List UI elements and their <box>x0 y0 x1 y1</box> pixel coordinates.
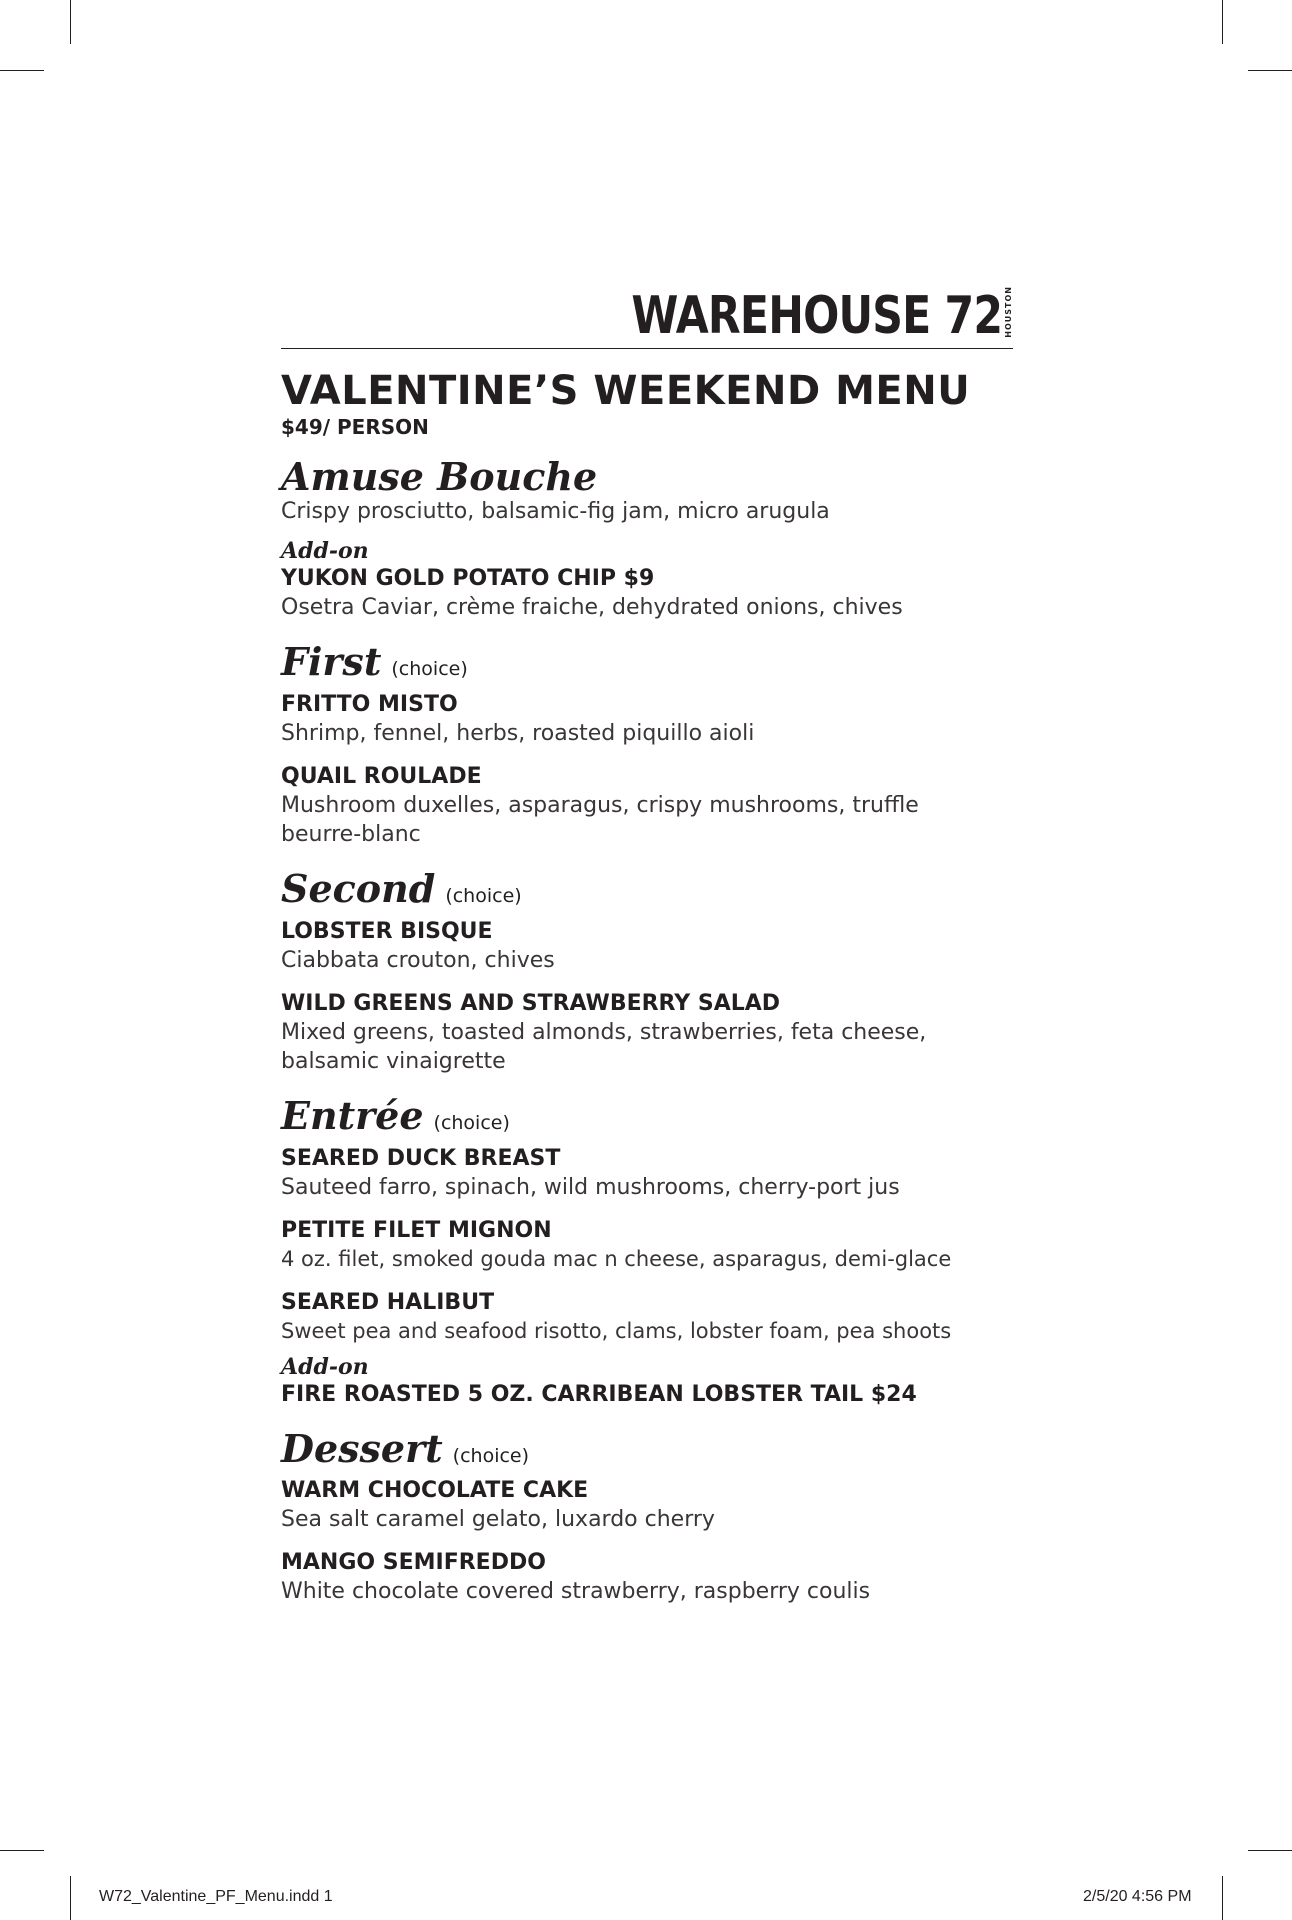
item-description: 4 oz. filet, smoked gouda mac n cheese, asparagus, demi-glace <box>281 1246 952 1271</box>
crop-mark-top-right-v <box>1222 0 1223 44</box>
menu-item <box>281 1216 1013 1274</box>
print-slug-file: W72_Valentine_PF_Menu.indd 1 <box>99 1888 333 1905</box>
item-name: LOBSTER BISQUE <box>281 918 493 944</box>
menu-price: $49/ PERSON <box>281 415 429 439</box>
crop-mark-bottom-left-v <box>70 1876 71 1920</box>
section-title: Entrée <box>281 1092 424 1138</box>
section-note: (choice) <box>433 1111 510 1134</box>
menu-item <box>281 1288 1013 1346</box>
crop-mark-top-left-v <box>70 0 71 44</box>
logo-city: HOUSTON <box>1004 286 1013 338</box>
section-title: First <box>281 638 382 684</box>
menu-item <box>281 1476 1013 1534</box>
addon-item-description: Osetra Caviar, crème fraiche, dehydrated onions, chives <box>281 594 903 620</box>
item-description: Sauteed farro, spinach, wild mushrooms, cherry-port jus <box>281 1174 900 1200</box>
section-second <box>281 865 1013 911</box>
menu-item <box>281 690 1013 748</box>
section-note: (choice) <box>391 657 468 680</box>
restaurant-logo <box>281 270 1013 346</box>
item-name: MANGO SEMIFREDDO <box>281 1550 546 1576</box>
item-name: QUAIL ROULADE <box>281 763 482 789</box>
item-description: Mixed greens, toasted almonds, strawberries, feta cheese, balsamic vinaigrette <box>281 1019 927 1074</box>
menu-item <box>281 762 1013 849</box>
menu-page <box>281 270 1013 1606</box>
menu-item <box>281 917 1013 975</box>
menu-item <box>281 1548 1013 1606</box>
crop-mark-top-right-h <box>1248 70 1292 71</box>
item-description: Sweet pea and seafood risotto, clams, lobster foam, pea shoots <box>281 1318 952 1343</box>
section-title: Amuse Bouche <box>281 454 598 499</box>
item-name: WARM CHOCOLATE CAKE <box>281 1478 589 1504</box>
section-title: Dessert <box>281 1425 443 1471</box>
logo-wordmark: WAREHOUSE 72 <box>631 286 1002 346</box>
item-name: SEARED DUCK BREAST <box>281 1145 561 1171</box>
addon-item-name: YUKON GOLD POTATO CHIP $9 <box>281 565 655 591</box>
item-description: Ciabbata crouton, chives <box>281 947 555 973</box>
item-description: Sea salt caramel gelato, luxardo cherry <box>281 1507 715 1533</box>
header-rule <box>281 348 1013 349</box>
section-title: Second <box>281 865 436 911</box>
item-name: WILD GREENS AND STRAWBERRY SALAD <box>281 990 781 1016</box>
item-description: White chocolate covered strawberry, raspberry coulis <box>281 1579 871 1605</box>
crop-mark-bottom-right-v <box>1222 1876 1223 1920</box>
section-dessert <box>281 1425 1013 1471</box>
item-description: Shrimp, fennel, herbs, roasted piquillo aioli <box>281 720 755 746</box>
print-slug-date: 2/5/20 4:56 PM <box>1083 1888 1192 1905</box>
item-description: Mushroom duxelles, asparagus, crispy mushrooms, truffle beurre-blanc <box>281 792 919 847</box>
menu-item <box>281 989 1013 1076</box>
addon-label: Add-on <box>281 1353 369 1380</box>
crop-mark-bottom-right-h <box>1248 1850 1292 1851</box>
item-name: PETITE FILET MIGNON <box>281 1217 552 1243</box>
section-entree <box>281 1092 1013 1138</box>
menu-item <box>281 1144 1013 1202</box>
section-note: (choice) <box>445 884 522 907</box>
addon-item-name: FIRE ROASTED 5 OZ. CARRIBEAN LOBSTER TAIL $24 <box>281 1381 917 1407</box>
crop-mark-bottom-left-h <box>0 1850 44 1851</box>
menu-title: VALENTINE’S WEEKEND MENU <box>281 368 971 414</box>
item-description: Crispy prosciutto, balsamic-fig jam, micro arugula <box>281 498 830 524</box>
section-note: (choice) <box>452 1444 530 1467</box>
addon-label: Add-on <box>281 537 369 564</box>
item-name: SEARED HALIBUT <box>281 1289 495 1315</box>
section-amuse-bouche <box>281 454 1013 499</box>
section-first <box>281 638 1013 684</box>
item-name: FRITTO MISTO <box>281 691 458 717</box>
crop-mark-top-left-h <box>0 70 44 71</box>
